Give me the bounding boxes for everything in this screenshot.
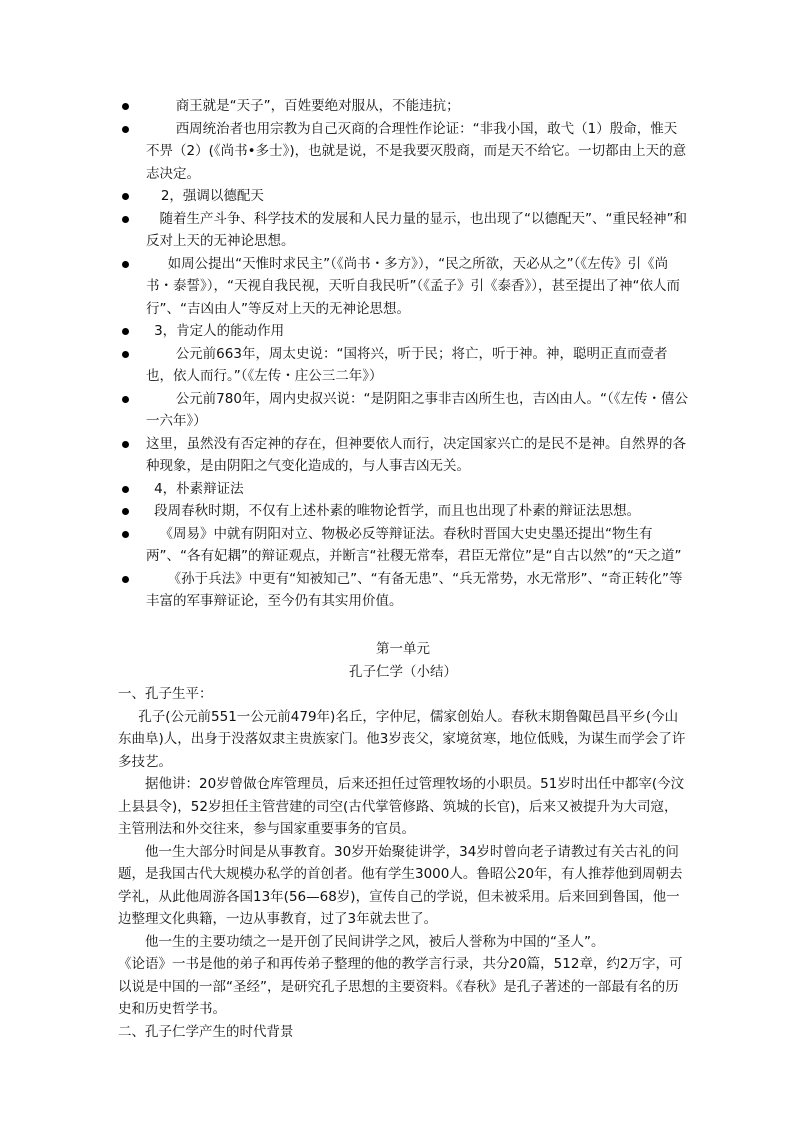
- list-item: 商王就是“天子”，百姓要绝对服从，不能违抗；: [118, 95, 688, 118]
- list-item: 《周易》中就有阴阳对立、物极必反等辩证法。春秋时晋国大史史墨还提出“物生有两”、“各有妃耦”的辩证观点，并断言“社稷无常奉，君臣无常位”是“自古以然”的“天之道”: [118, 523, 688, 568]
- paragraph: 孔子(公元前551一公元前479年)名丘，字仲尼，儒家创始人。春秋末期鲁陬邑昌平乡(今山东曲阜)人，出身于没落奴隶主贵族家门。他3岁丧父，家境贫寒，地位低贱，为谋生而学会了许多技艺。: [118, 708, 686, 770]
- paragraph: 据他讲：20岁曾做仓库管理员，后来还担任过管理牧场的小职员。51岁时出任中都宰(今汶上县县令)，52岁担任主管营建的司空(古代掌管修路、筑城的长官)，后来又被提升为大司寇，主管刑法和外交往来，参与国家重要事务的官员。: [118, 776, 685, 837]
- list-item: 2，强调以德配天: [118, 185, 688, 208]
- bullet-icon: [122, 193, 129, 200]
- list-item: 《孙于兵法》中更有“知被知己”、“有备无患”、“兵无常势，水无常形”、“奇正转化”等丰富的军事辩证论，至今仍有其实用价值。: [118, 568, 688, 613]
- list-item: 西周统治者也用宗教为自己灭商的合理性作论证：“非我小国，敢弋（1）殷命，惟天不畀（2）(《尚书•多士》)，也就是说，不是我要灭殷商，而是天不给它。一切都由上天的意志决定。: [118, 118, 688, 186]
- bullet-icon: [122, 103, 129, 110]
- paragraph: 他一生大部分时间是从事教育。30岁开始聚徒讲学，34岁时曾向老子请教过有关古礼的问题，是我国古代大规模办私学的首创者。他有学生3000人。鲁昭公20年，有人推荐他到周朝去学礼，从此他周游各国13年(56—68岁)，宣传自己的学说，但未被采用。后来回到鲁国，他一边整理文化典籍，一边从事教育，过了3年就去世了。: [118, 843, 683, 927]
- unit-subtitle: 孔子仁学（小结）: [349, 663, 457, 680]
- bullet-icon: [122, 531, 129, 538]
- paragraph: 《论语》一书是他的弟子和再传弟子整理的他的教学言行录，共分20篇，512章，约2万字，可以说是中国的一部“圣经”，是研究孔子思想的主要资料。《春秋》是孔子著述的一部最有名的历史和历史哲学书。: [118, 956, 683, 1017]
- bullet-icon: [122, 126, 129, 133]
- unit-section: [118, 638, 688, 1043]
- bullet-icon: [122, 508, 129, 515]
- bullet-icon: [122, 441, 129, 448]
- section-heading-background: 二、孔子仁学产生的时代背景: [118, 1023, 294, 1040]
- list-item: 随着生产斗争、科学技术的发展和人民力量的显示，也出现了“以德配天”、“重民轻神”和反对上天的无神论思想。: [118, 208, 688, 253]
- list-item: 这里，虽然没有否定神的存在，但神要依人而行，决定国家兴亡的是民不是神。自然界的各种现象，是由阴阳之气变化造成的，与人事吉凶无关。: [118, 433, 688, 478]
- bullet-icon: [122, 396, 129, 403]
- list-item: 公元前780年，周内史叔兴说：“是阴阳之事非吉凶所生也，吉凶由人。“（《左传・僖公一六年》）: [118, 388, 688, 433]
- bullet-icon: [122, 216, 129, 223]
- bullet-icon: [122, 261, 129, 268]
- unit-title: 第一单元: [376, 641, 430, 657]
- section-heading-life: 一、孔子生平：: [118, 686, 213, 702]
- list-item: 4，朴素辩证法: [118, 478, 688, 501]
- bullet-icon: [122, 328, 129, 335]
- bullet-icon: [122, 486, 129, 493]
- list-item: 段周春秋时期，不仅有上述朴素的唯物论哲学，而且也出现了朴素的辩证法思想。: [118, 500, 688, 523]
- bullet-icon: [122, 351, 129, 358]
- bullet-icon: [122, 576, 129, 583]
- list-item: 3，肯定人的能动作用: [118, 320, 688, 343]
- list-item: 如周公提出“天惟时求民主”（《尚书・多方》），“民之所欲，天必从之”（《左传》引《尚书・泰誓》），“天视自我民视，天听自我民听”（《孟子》引《泰香》），甚至提出了神“依人而行”、“吉凶由人”等反对上天的无神论思想。: [118, 253, 688, 321]
- paragraph: 他一生的主要功绩之一是开创了民间讲学之风，被后人誉称为中国的“圣人”。: [145, 933, 605, 950]
- list-item: 公元前663年，周太史说：“国将兴，听于民；将亡，听于神。神，聪明正直而壹者也，依人而行。”（《左传・庄公三二年》）: [118, 343, 688, 388]
- bullet-list: [118, 95, 688, 613]
